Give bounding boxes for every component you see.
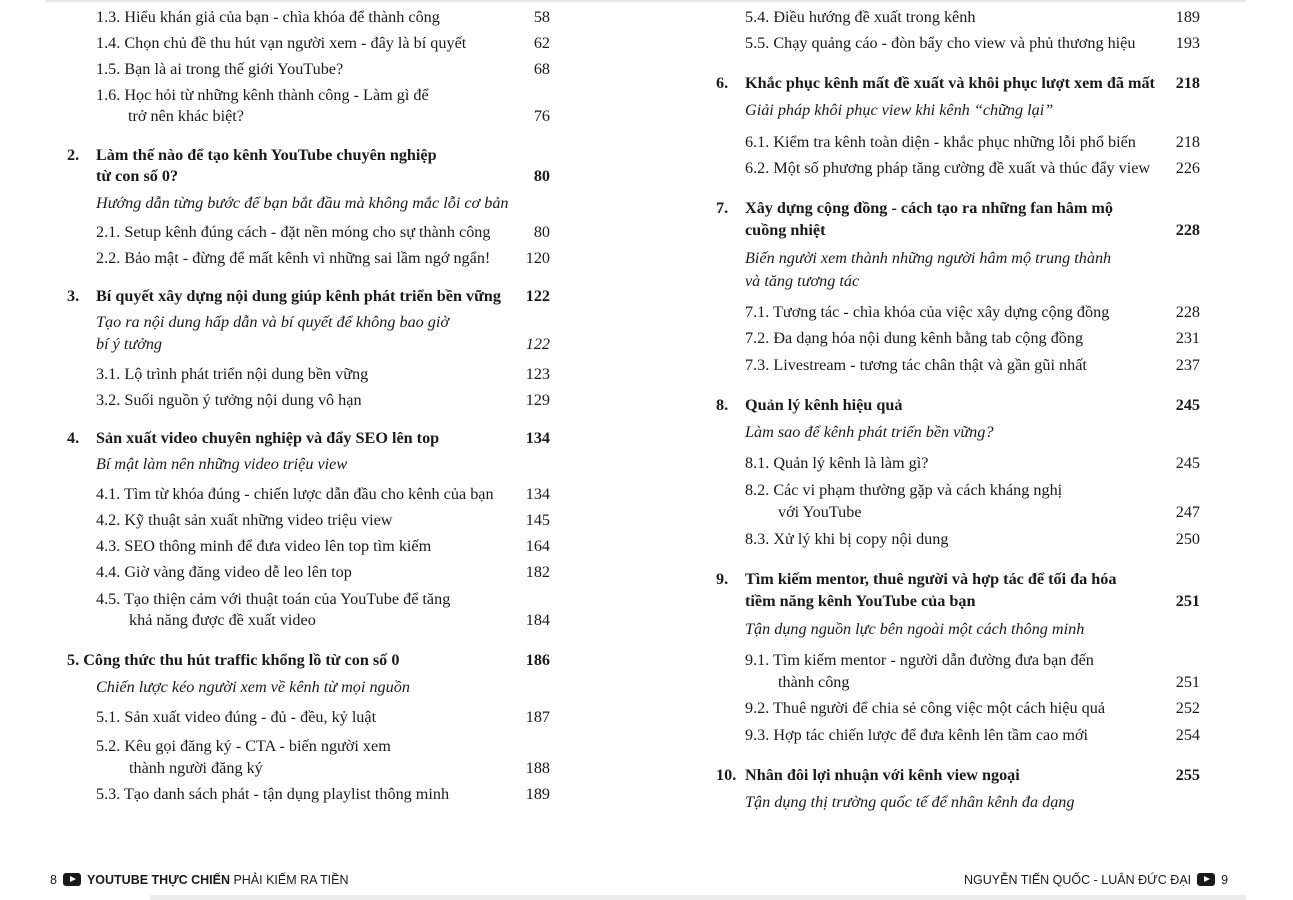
page-number: 186 xyxy=(525,651,550,669)
page-number: 245 xyxy=(1175,396,1200,414)
toc-item-1-5: 1.5. Bạn là ai trong thế giới YouTube? xyxy=(96,60,344,78)
toc-item-9-1: 9.1. Tìm kiếm mentor - người dẫn đường đưa bạn đến xyxy=(745,651,1094,669)
toc-item-2-1: 2.1. Setup kênh đúng cách - đặt nền móng cho sự thành công xyxy=(96,223,491,241)
toc-item-8-2: 8.2. Các vi phạm thường gặp và cách kháng nghị xyxy=(745,481,1063,499)
page-number: 123 xyxy=(525,365,550,383)
page-number: 245 xyxy=(1175,454,1200,472)
chapter-number: 7. xyxy=(716,199,729,217)
page-number: 251 xyxy=(1175,673,1200,691)
toc-item-1-6-cont: trở nên khác biệt? xyxy=(128,107,244,125)
page-number: 252 xyxy=(1175,699,1200,717)
page-number: 189 xyxy=(525,785,550,803)
page-number: 68 xyxy=(533,60,550,78)
chapter-6-title: Khắc phục kênh mất đề xuất và khôi phục lượt xem đã mất xyxy=(745,74,1155,92)
chapter-7-title: Xây dựng cộng đồng - cách tạo ra những fan hâm mộ xyxy=(745,199,1113,217)
toc-item-5-5: 5.5. Chạy quảng cáo - đòn bẩy cho view và phủ thương hiệu xyxy=(745,34,1136,52)
page-number: 218 xyxy=(1175,133,1200,151)
page-number: 76 xyxy=(533,107,550,125)
toc-item-6-1: 6.1. Kiểm tra kênh toàn diện - khắc phục những lỗi phổ biến xyxy=(745,133,1136,151)
page-number: 164 xyxy=(525,537,550,555)
page-number: 251 xyxy=(1175,592,1200,610)
chapter-5-subtitle: Chiến lược kéo người xem về kênh từ mọi nguồn xyxy=(96,678,410,696)
chapter-number: 8. xyxy=(716,396,729,414)
book-title-bold: YOUTUBE THỰC CHIẾN xyxy=(86,873,230,887)
toc-item-9-3: 9.3. Hợp tác chiến lược để đưa kênh lên tầm cao mới xyxy=(745,726,1089,744)
chapter-7-subtitle-cont: và tăng tương tác xyxy=(745,272,860,290)
toc-item-4-5: 4.5. Tạo thiện cảm với thuật toán của YouTube để tăng xyxy=(96,590,451,608)
toc-item-1-6: 1.6. Học hỏi từ những kênh thành công - Làm gì để xyxy=(96,86,429,104)
toc-item-4-3: 4.3. SEO thông minh để đưa video lên top tìm kiếm xyxy=(96,537,432,555)
page-number: 187 xyxy=(525,708,550,726)
toc-item-2-2: 2.2. Bảo mật - đừng để mất kênh vì những sai lầm ngớ ngẩn! xyxy=(96,249,491,267)
toc-item-4-4: 4.4. Giờ vàng đăng video dễ leo lên top xyxy=(96,563,352,581)
chapter-5-title: 5. Công thức thu hút traffic khổng lồ từ con số 0 xyxy=(67,651,400,669)
page-edge-shadow xyxy=(150,895,1246,900)
chapter-3-title: Bí quyết xây dựng nội dung giúp kênh phát triển bền vững xyxy=(96,287,501,305)
toc-item-8-3: 8.3. Xử lý khi bị copy nội dung xyxy=(745,530,949,548)
page-number: 193 xyxy=(1175,34,1200,52)
page-number: 231 xyxy=(1175,329,1200,347)
toc-item-8-2-cont: với YouTube xyxy=(778,503,862,521)
book-authors: NGUYỄN TIẾN QUỐC - LUÂN ĐỨC ĐẠI xyxy=(964,873,1192,887)
page-number: 255 xyxy=(1175,766,1200,784)
chapter-2-title: Làm thế nào để tạo kênh YouTube chuyên nghiệp xyxy=(96,146,437,164)
page-number: 250 xyxy=(1175,530,1200,548)
chapter-8-title: Quản lý kênh hiệu quả xyxy=(745,396,903,414)
toc-item-1-3: 1.3. Hiểu khán giả của bạn - chìa khóa để thành công xyxy=(96,8,440,26)
toc-item-8-1: 8.1. Quản lý kênh là làm gì? xyxy=(745,454,929,472)
left-page-number: 8 xyxy=(50,873,57,887)
chapter-6-subtitle: Giải pháp khôi phục view khi kênh “chững lại” xyxy=(745,101,1054,119)
chapter-number: 10. xyxy=(716,766,737,784)
page-number: 120 xyxy=(525,249,550,267)
toc-item-4-2: 4.2. Kỹ thuật sản xuất những video triệu view xyxy=(96,511,393,529)
toc-item-5-3: 5.3. Tạo danh sách phát - tận dụng playlist thông minh xyxy=(96,785,450,803)
chapter-2-subtitle: Hướng dẫn từng bước để bạn bắt đầu mà không mắc lỗi cơ bản xyxy=(96,194,509,212)
chapter-number: 9. xyxy=(716,570,729,588)
book-title-rest: PHẢI KIẾM RA TIỀN xyxy=(229,873,349,887)
left-page-footer xyxy=(50,871,349,889)
chapter-9-subtitle: Tận dụng nguồn lực bên ngoài một cách thông minh xyxy=(745,620,1085,638)
page-number: 129 xyxy=(525,391,550,409)
chapter-8-subtitle: Làm sao để kênh phát triển bền vững? xyxy=(745,423,994,441)
page-number: 122 xyxy=(525,335,550,353)
chapter-number: 6. xyxy=(716,74,729,92)
toc-item-1-4: 1.4. Chọn chủ đề thu hút vạn người xem - đây là bí quyết xyxy=(96,34,467,52)
page-number: 134 xyxy=(525,485,550,503)
toc-item-4-1: 4.1. Tìm từ khóa đúng - chiến lược dẫn đầu cho kênh của bạn xyxy=(96,485,494,503)
youtube-play-icon xyxy=(63,873,81,886)
toc-item-4-5-cont: khả năng được đề xuất video xyxy=(129,611,316,629)
page-number: 182 xyxy=(525,563,550,581)
chapter-10-title: Nhân đôi lợi nhuận với kênh view ngoại xyxy=(745,766,1020,784)
chapter-4-title: Sản xuất video chuyên nghiệp và đẩy SEO lên top xyxy=(96,429,440,447)
toc-item-7-3: 7.3. Livestream - tương tác chân thật và gần gũi nhất xyxy=(745,356,1087,374)
page-number: 188 xyxy=(525,759,550,777)
chapter-3-subtitle: Tạo ra nội dung hấp dẫn và bí quyết để không bao giờ xyxy=(96,313,450,331)
page-number: 237 xyxy=(1175,356,1200,374)
chapter-number: 4. xyxy=(67,429,80,447)
chapter-10-subtitle: Tận dụng thị trường quốc tế để nhân kênh đa dạng xyxy=(745,793,1075,811)
page-number: 247 xyxy=(1175,503,1200,521)
page-number: 228 xyxy=(1175,221,1200,239)
page-number: 122 xyxy=(525,287,550,305)
chapter-9-title: Tìm kiếm mentor, thuê người và hợp tác để tối đa hóa xyxy=(745,570,1117,588)
toc-item-5-2-cont: thành người đăng ký xyxy=(129,759,263,777)
page-number: 189 xyxy=(1175,8,1200,26)
page-number: 58 xyxy=(533,8,550,26)
page-number: 218 xyxy=(1175,74,1200,92)
page-number: 134 xyxy=(525,429,550,447)
right-page-number: 9 xyxy=(1221,873,1229,887)
page-number: 226 xyxy=(1175,159,1200,177)
toc-item-6-2: 6.2. Một số phương pháp tăng cường đề xuất và thúc đẩy view xyxy=(745,159,1151,177)
toc-item-7-2: 7.2. Đa dạng hóa nội dung kênh bằng tab cộng đồng xyxy=(745,329,1084,347)
chapter-7-title-cont: cuồng nhiệt xyxy=(745,221,826,239)
toc-item-3-2: 3.2. Suối nguồn ý tưởng nội dung vô hạn xyxy=(96,391,362,409)
chapter-9-title-cont: tiềm năng kênh YouTube của bạn xyxy=(745,592,976,610)
right-page-footer xyxy=(964,871,1228,889)
youtube-play-icon xyxy=(1197,873,1215,886)
toc-item-9-1-cont: thành công xyxy=(778,673,850,691)
page-number: 80 xyxy=(533,167,550,185)
page-number: 62 xyxy=(533,34,550,52)
toc-item-7-1: 7.1. Tương tác - chìa khóa của việc xây dựng cộng đồng xyxy=(745,303,1110,321)
chapter-number: 3. xyxy=(67,287,80,305)
page-number: 254 xyxy=(1175,726,1200,744)
page-number: 184 xyxy=(525,611,550,629)
page-number: 145 xyxy=(525,511,550,529)
toc-item-5-2: 5.2. Kêu gọi đăng ký - CTA - biến người xem xyxy=(96,737,391,755)
chapter-4-subtitle: Bí mật làm nên những video triệu view xyxy=(96,455,348,473)
toc-item-5-1: 5.1. Sản xuất video đúng - đủ - đều, kỷ luật xyxy=(96,708,377,726)
toc-item-3-1: 3.1. Lộ trình phát triển nội dung bền vững xyxy=(96,365,369,383)
chapter-2-title-cont: từ con số 0? xyxy=(96,167,179,185)
toc-item-5-4: 5.4. Điều hướng đề xuất trong kênh xyxy=(745,8,976,26)
page-number: 228 xyxy=(1175,303,1200,321)
toc-item-9-2: 9.2. Thuê người để chia sẻ công việc một cách hiệu quả xyxy=(745,699,1106,717)
chapter-number: 2. xyxy=(67,146,80,164)
page-number: 80 xyxy=(533,223,550,241)
chapter-3-subtitle-cont: bí ý tưởng xyxy=(96,335,163,353)
chapter-7-subtitle: Biến người xem thành những người hâm mộ trung thành xyxy=(745,249,1112,267)
